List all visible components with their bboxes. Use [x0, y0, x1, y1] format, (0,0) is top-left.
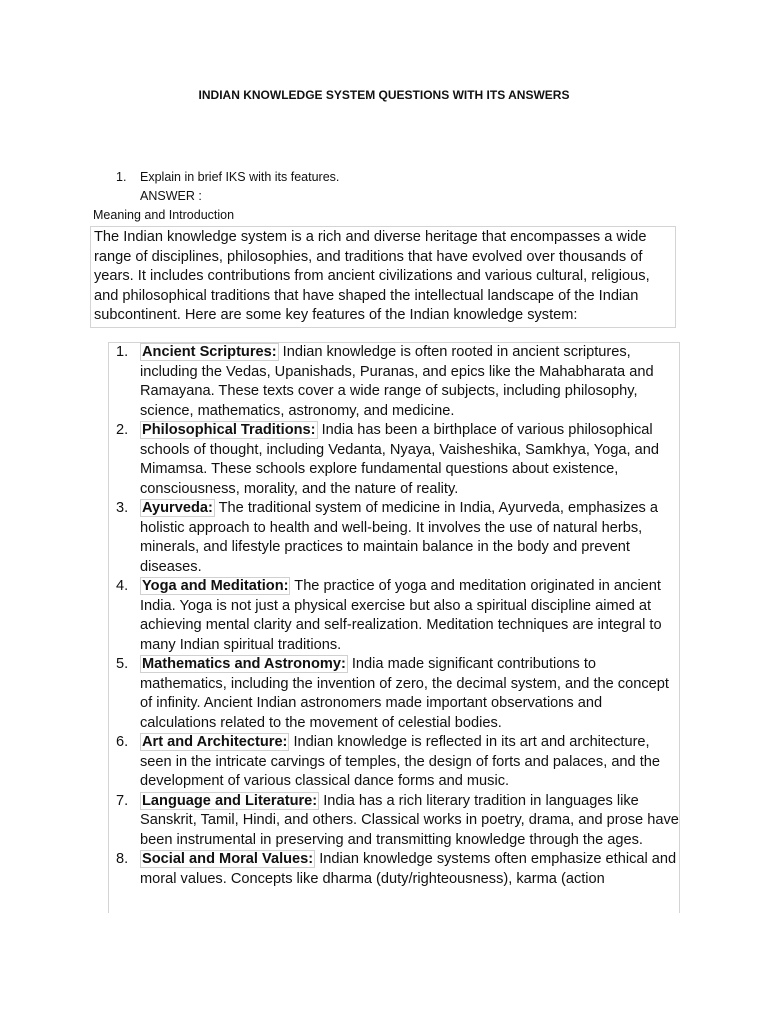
list-item [109, 421, 679, 499]
question-text: Explain in brief IKS with its features. [140, 170, 340, 184]
section-heading: Meaning and Introduction [93, 208, 235, 222]
list-item [109, 850, 679, 889]
list-item-number: 8. [116, 851, 129, 867]
intro-paragraph: The Indian knowledge system is a rich and diverse heritage that encompasses a wide range of disciplines, philosophies, and traditions that have evolved over thousands of years. It includes contributions from ancient civilizations and various cultural, religious, and philosophical traditions that have shaped the intellectual landscape of the Indian subcontinent. Here are some key features of the Indian knowledge system: [90, 226, 676, 328]
list-item [109, 792, 679, 851]
list-item-term: Yoga and Meditation: [142, 578, 289, 594]
document-title: INDIAN KNOWLEDGE SYSTEM QUESTIONS WITH ITS ANSWERS [198, 88, 570, 102]
list-item-number: 3. [116, 500, 129, 516]
list-item-text: Indian knowledge systems often emphasize ethical and moral values. Concepts like dharma (duty/righteousness), karma (action [140, 851, 677, 887]
list-item-term: Art and Architecture: [142, 734, 288, 750]
list-item [109, 733, 679, 792]
list-item-number: 5. [116, 656, 129, 672]
list-item-text: India made significant contributions to mathematics, including the invention of zero, the decimal system, and the concept of infinity. Ancient Indian astronomers made important observations and calculations related to the movement of celestial bodies. [140, 656, 669, 731]
list-item-term: Social and Moral Values: [142, 851, 314, 867]
features-list [109, 343, 679, 889]
list-item-number: 2. [116, 422, 129, 438]
list-item-term: Language and Literature: [142, 792, 318, 809]
list-item-text: Indian knowledge is often rooted in ancient scriptures, including the Vedas, Upanishads, Puranas, and epics like the Mahabharata and Ramayana. These texts cover a wide range of subjects, including philosophy, science, mathematics, astronomy, and medicine. [140, 344, 654, 419]
list-item-number: 6. [116, 734, 129, 750]
list-item-text: Indian knowledge is reflected in its art and architecture, seen in the intricate carvings of temples, the design of forts and palaces, and the development of various classical dance forms and music. [140, 734, 661, 789]
list-item-term: Ayurveda: [142, 500, 213, 516]
list-item-term: Ancient Scriptures: [142, 344, 277, 360]
question-1 [116, 170, 339, 184]
list-item-number: 1. [116, 344, 129, 360]
list-item [109, 655, 679, 733]
answer-label: ANSWER : [140, 189, 202, 203]
list-item-text: India has been a birthplace of various philosophical schools of thought, including Vedanta, Nyaya, Vaisheshika, Samkhya, Yoga, and Mimamsa. These schools explore fundamental questions about existence, consciousness, morality, and the nature of reality. [140, 422, 659, 497]
list-item-term: Philosophical Traditions: [142, 422, 316, 438]
list-item-text: The traditional system of medicine in India, Ayurveda, emphasizes a holistic approach to health and well-being. It involves the use of natural herbs, minerals, and lifestyle practices to maintain balance in the body and prevent diseases. [140, 500, 659, 575]
features-list-box [108, 342, 680, 913]
list-item-text: India has a rich literary tradition in languages like Sanskrit, Tamil, Hindi, and others. Classical works in poetry, drama, and prose have been instrumental in preserving and transmitting knowledge through the ages. [140, 792, 679, 848]
list-item [109, 343, 679, 421]
list-item-term: Mathematics and Astronomy: [142, 656, 346, 672]
list-item [109, 577, 679, 655]
list-item-number: 7. [116, 792, 129, 809]
list-item-number: 4. [116, 578, 129, 594]
list-item-text: The practice of yoga and meditation originated in ancient India. Yoga is not just a physical exercise but also a spiritual discipline aimed at achieving mental clarity and self-realization. Meditation techniques are integral to many Indian spiritual traditions. [140, 578, 662, 653]
question-number: 1. [116, 170, 127, 184]
list-item [109, 499, 679, 577]
